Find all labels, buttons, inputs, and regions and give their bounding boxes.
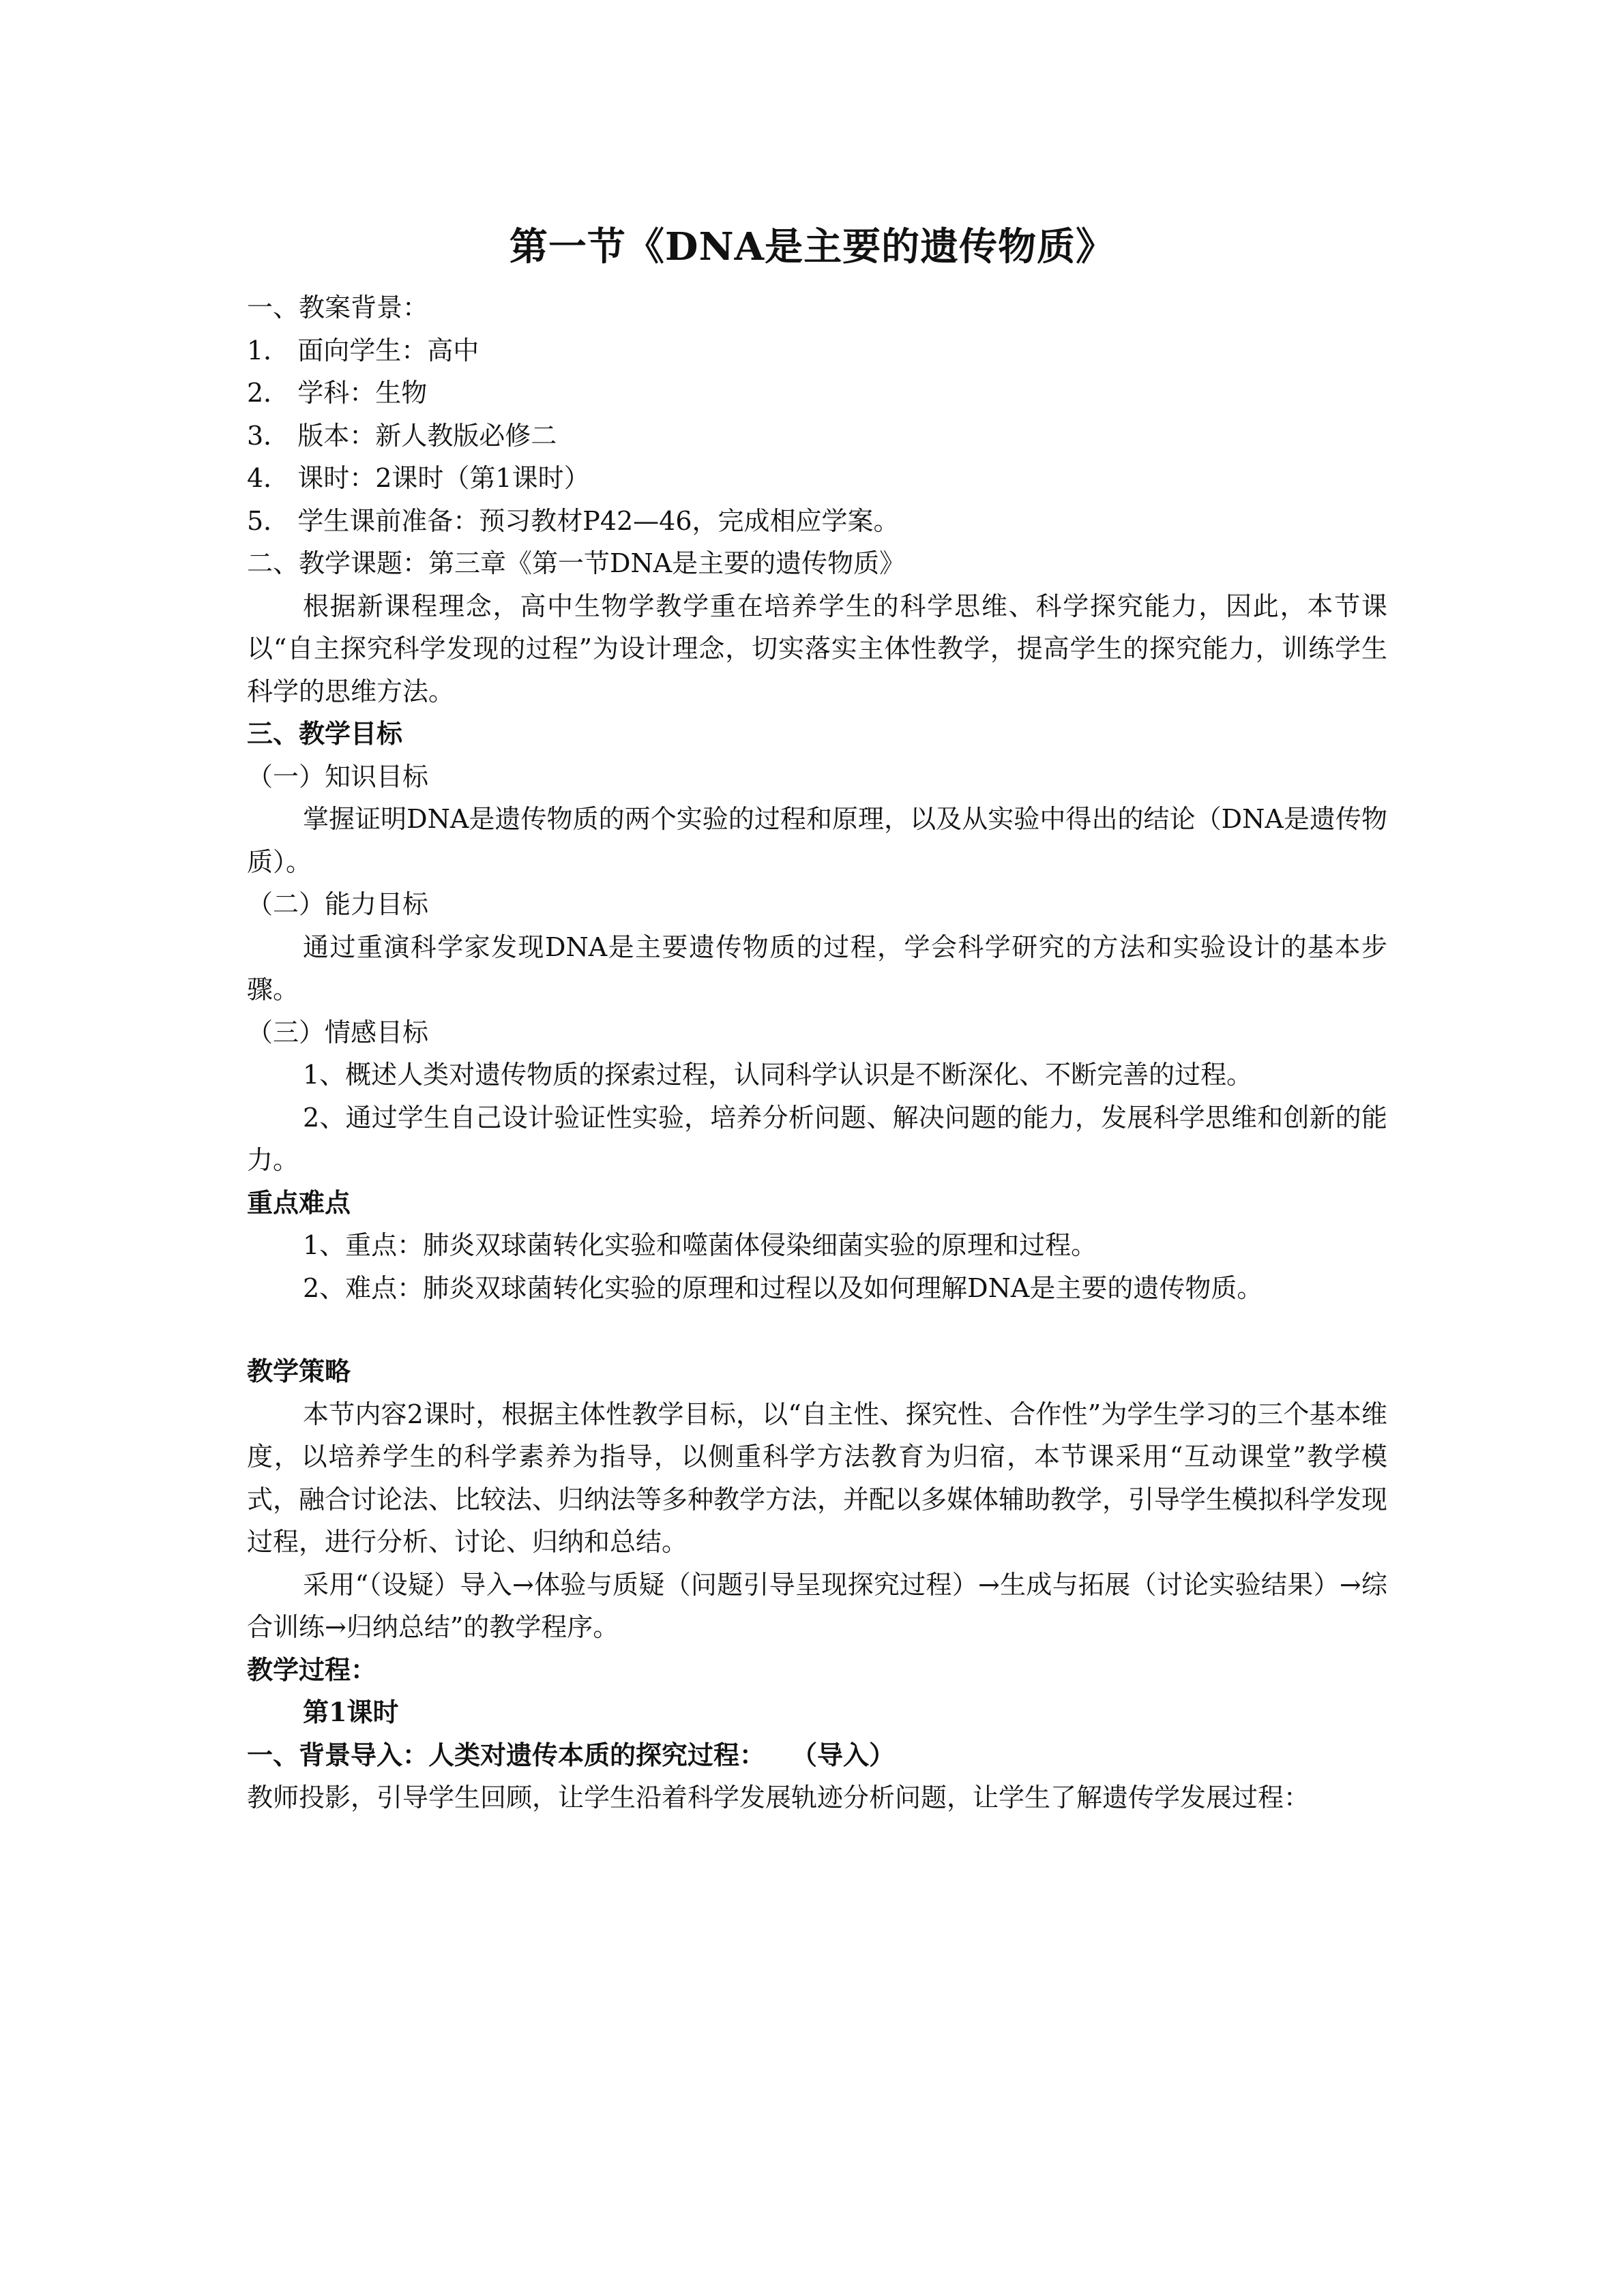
topic-heading: 二、教学课题：第三章《第一节DNA是主要的遗传物质》 — [247, 548, 906, 578]
emotion-item-2: 2、通过学生自己设计验证性实验，培养分析问题、解决问题的能力，发展科学思维和创新的能力。 — [247, 1102, 1387, 1175]
knowledge-text: 掌握证明DNA是遗传物质的两个实验的过程和原理，以及从实验中得出的结论（DNA是遗传物质）。 — [247, 804, 1387, 877]
emotion-item-1: 1、概述人类对遗传物质的探索过程，认同科学认识是不断深化、不断完善的过程。 — [303, 1060, 1253, 1090]
strategy-paragraph-2: 采用“（设疑）导入→体验与质疑（问题引导呈现探究过程）→生成与拓展（讨论实验结果）→综合训练→归纳总结”的教学程序。 — [247, 1569, 1387, 1642]
background-item-4: 4． 课时：2课时（第1课时） — [247, 463, 590, 493]
strategy-paragraph-1: 本节内容2课时，根据主体性教学目标，以“自主性、探究性、合作性”为学生学习的三个基本维度，以培养学生的科学素养为指导，以侧重科学方法教育为归宿，本节课采用“互动课堂”教学模式，融合讨论法、比较法、归纳法等多种教学方法，并配以多媒体辅助教学，引导学生模拟科学发现过程，进行分析、讨论、归纳和总结。 — [247, 1399, 1388, 1557]
background-item-3: 3． 版本：新人教版必修二 — [247, 420, 557, 451]
background-item-1: 1． 面向学生：高中 — [247, 335, 479, 366]
lesson-label: 第1课时 — [303, 1697, 399, 1727]
ability-heading: （二）能力目标 — [247, 889, 429, 919]
knowledge-heading: （一）知识目标 — [247, 761, 429, 792]
background-item-2: 2． 学科：生物 — [247, 378, 428, 408]
process-section-1: 一、背景导入：人类对遗传本质的探究过程： （导入） — [247, 1739, 896, 1770]
page-title: 第一节《DNA是主要的遗传物质》 — [509, 224, 1115, 269]
document-body — [247, 286, 1387, 1819]
section-gap — [247, 1309, 1387, 1350]
key-point-1: 1、重点：肺炎双球菌转化实验和噬菌体侵染细菌实验的原理和过程。 — [303, 1230, 1097, 1260]
key-points-heading: 重点难点 — [247, 1187, 351, 1218]
topic-paragraph: 根据新课程理念，高中生物学教学重在培养学生的科学思维、科学探究能力，因此，本节课以“自主探究科学发现的过程”为设计理念，切实落实主体性教学，提高学生的探究能力，训练学生科学的思维方法。 — [247, 591, 1387, 706]
background-heading: 一、教案背景： — [247, 293, 429, 323]
ability-text: 通过重演科学家发现DNA是主要遗传物质的过程，学会科学研究的方法和实验设计的基本步骤。 — [247, 931, 1387, 1004]
process-text: 教师投影，引导学生回顾，让学生沿着科学发展轨迹分析问题，让学生了解遗传学发展过程： — [247, 1783, 1310, 1813]
key-point-2: 2、难点：肺炎双球菌转化实验的原理和过程以及如何理解DNA是主要的遗传物质。 — [303, 1272, 1263, 1303]
objectives-heading: 三、教学目标 — [247, 718, 403, 749]
process-heading: 教学过程： — [247, 1654, 377, 1685]
emotion-heading: （三）情感目标 — [247, 1017, 429, 1047]
strategy-heading: 教学策略 — [247, 1356, 351, 1386]
background-item-5: 5． 学生课前准备：预习教材P42—46，完成相应学案。 — [247, 505, 900, 536]
